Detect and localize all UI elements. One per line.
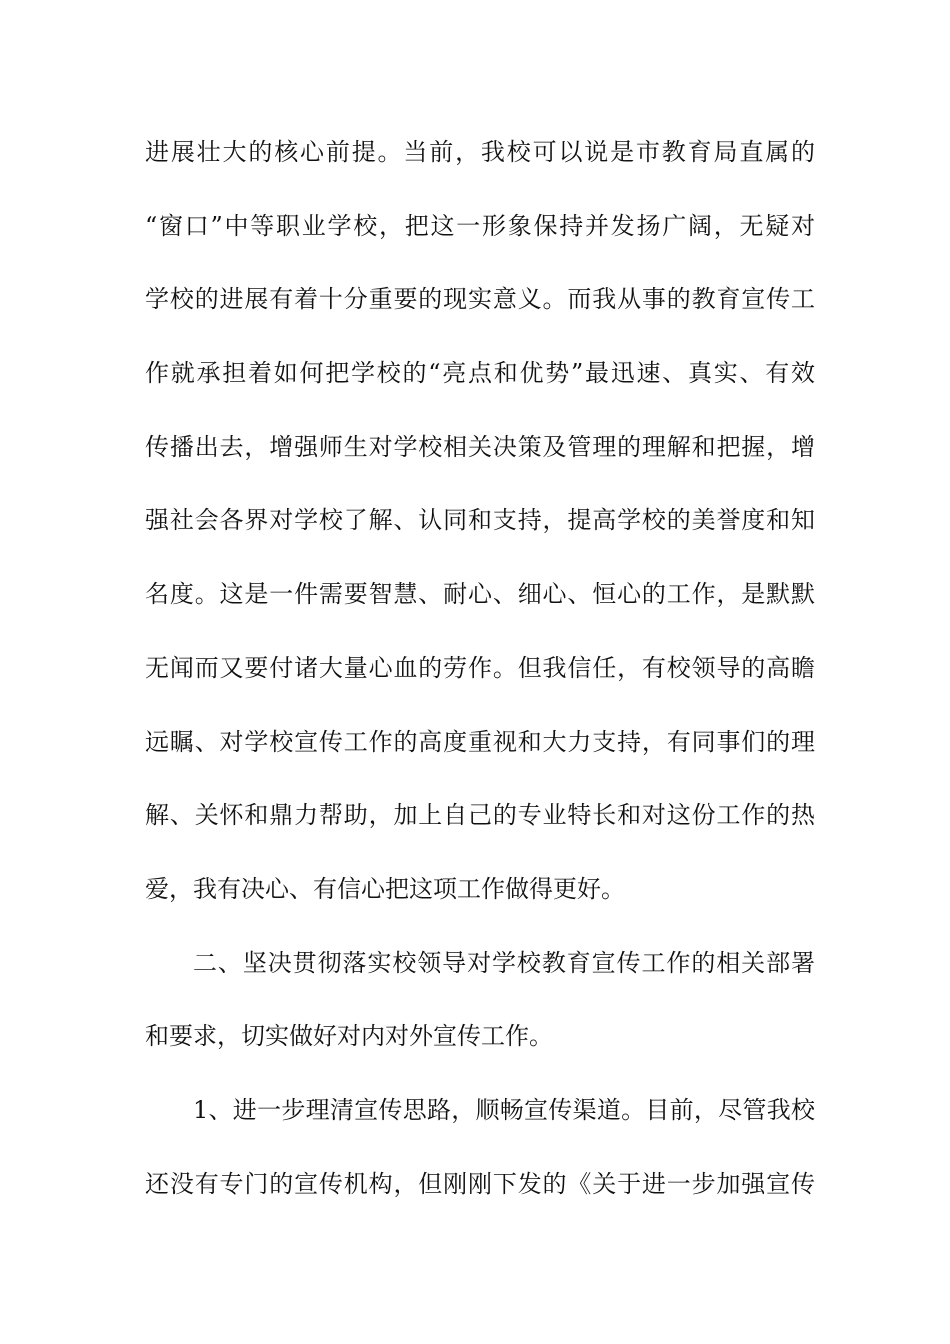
text-line: 远瞩、对学校宣传工作的高度重视和大力支持，有同事们的理 <box>145 727 815 756</box>
text-line: 名度。这是一件需要智慧、耐心、细心、恒心的工作，是默默 <box>145 580 815 609</box>
text-line: 传播出去，增强师生对学校相关决策及管理的理解和把握，增 <box>145 432 815 461</box>
text-line: 还没有专门的宣传机构，但刚刚下发的《关于进一步加强宣传 <box>145 1169 815 1198</box>
text-line: “窗口”中等职业学校，把这一形象保持并发扬广阔，无疑对 <box>145 211 815 240</box>
text-line: 强社会各界对学校了解、认同和支持，提高学校的美誉度和知 <box>145 506 815 535</box>
document-body <box>145 124 815 1229</box>
text-line: 学校的进展有着十分重要的现实意义。而我从事的教育宣传工 <box>145 285 815 314</box>
text-line: 无闻而又要付诸大量心血的劳作。但我信任，有校领导的高瞻 <box>145 653 815 682</box>
text-line: 1、进一步理清宣传思路，顺畅宣传渠道。目前，尽管我校 <box>193 1095 815 1124</box>
text-line: 解、关怀和鼎力帮助，加上自己的专业特长和对这份工作的热 <box>145 801 815 830</box>
text-line: 和要求，切实做好对内对外宣传工作。 <box>145 1022 553 1051</box>
text-line: 爱，我有决心、有信心把这项工作做得更好。 <box>145 874 625 903</box>
text-line: 进展壮大的核心前提。当前，我校可以说是市教育局直属的 <box>145 138 815 166</box>
text-line: 作就承担着如何把学校的“亮点和优势”最迅速、真实、有效 <box>145 359 815 388</box>
text-line: 二、坚决贯彻落实校领导对学校教育宣传工作的相关部署 <box>193 948 815 977</box>
